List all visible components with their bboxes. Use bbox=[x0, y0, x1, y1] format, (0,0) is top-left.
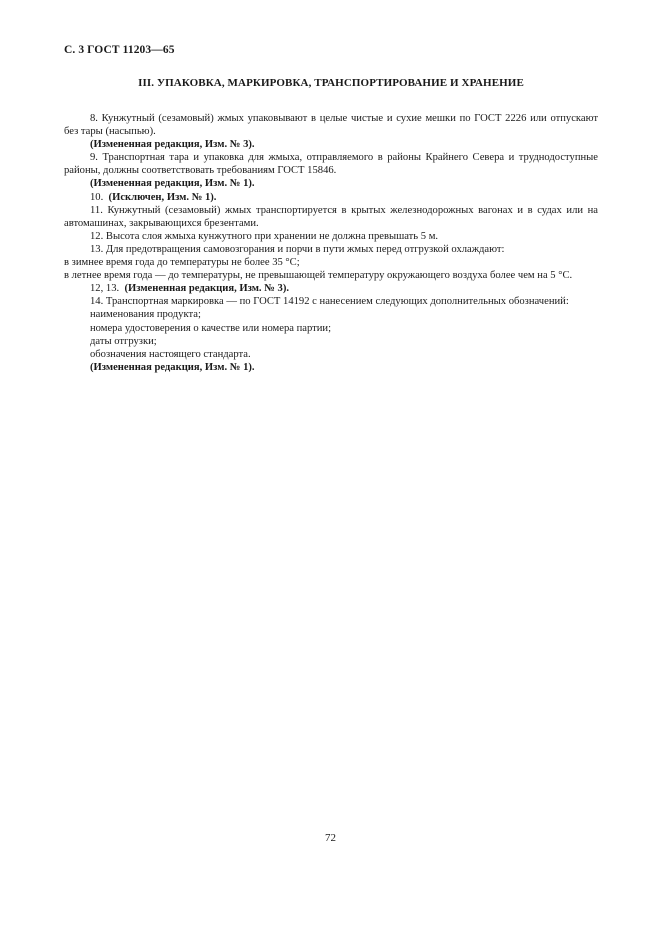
paragraph-13: 13. Для предотвращения самовозгорания и порчи в пути жмых перед отгрузкой охлаждают: bbox=[90, 243, 505, 255]
paragraph-10 bbox=[64, 191, 598, 204]
section-title: III. УПАКОВКА, МАРКИРОВКА, ТРАНСПОРТИРОВАНИЕ И ХРАНЕНИЕ bbox=[138, 77, 524, 89]
exclusion-note-10: (Исключен, Изм. № 1). bbox=[108, 191, 217, 203]
paragraph-9: 9. Транспортная тара и упаковка для жмыха, отправляемого в районы Крайнего Севера и труднодоступные районы, должны соответствовать требованиям ГОСТ 15846. bbox=[64, 152, 598, 177]
amendment-note-12-13: (Измененная редакция, Изм. № 3). bbox=[124, 283, 289, 295]
paragraph-12: 12. Высота слоя жмыха кунжутного при хранении не должна превышать 5 м. bbox=[90, 230, 439, 242]
list-item: обозначения настоящего стандарта. bbox=[90, 348, 251, 360]
paragraph-11: 11. Кунжутный (сезамовый) жмых транспортируется в крытых железнодорожных вагонах и в судах или на автомашинах, закрывающихся брезентами. bbox=[64, 204, 598, 229]
paragraph-13-winter: в зимнее время года до температуры не более 35 °С; bbox=[64, 257, 300, 269]
list-item: даты отгрузки; bbox=[90, 335, 157, 347]
list-item: номера удостоверения о качестве или номера партии; bbox=[90, 322, 332, 334]
document-body bbox=[64, 112, 598, 374]
page-number: 72 bbox=[325, 832, 336, 844]
paragraph-13-summer: в летнее время года — до температуры, не превышающей температуру окружающего воздуха более чем на 5 °С. bbox=[64, 270, 573, 282]
paragraph-8: 8. Кунжутный (сезамовый) жмых упаковывают в целые чистые и сухие мешки по ГОСТ 2226 или отпускают без тары (насыпью). bbox=[64, 113, 598, 138]
amendment-note-9: (Измененная редакция, Изм. № 1). bbox=[90, 178, 255, 190]
paragraph-14: 14. Транспортная маркировка — по ГОСТ 14192 с нанесением следующих дополнительных обозначений: bbox=[90, 296, 569, 308]
paragraph-12-13-note bbox=[64, 282, 598, 295]
amendment-note-14: (Измененная редакция, Изм. № 1). bbox=[90, 361, 255, 373]
paragraph-10-number: 10. bbox=[90, 191, 104, 203]
paragraph-12-13-number: 12, 13. bbox=[90, 283, 120, 295]
running-header: С. 3 ГОСТ 11203—65 bbox=[64, 44, 175, 56]
amendment-note-8: (Измененная редакция, Изм. № 3). bbox=[90, 139, 255, 151]
list-item: наименования продукта; bbox=[90, 309, 201, 321]
